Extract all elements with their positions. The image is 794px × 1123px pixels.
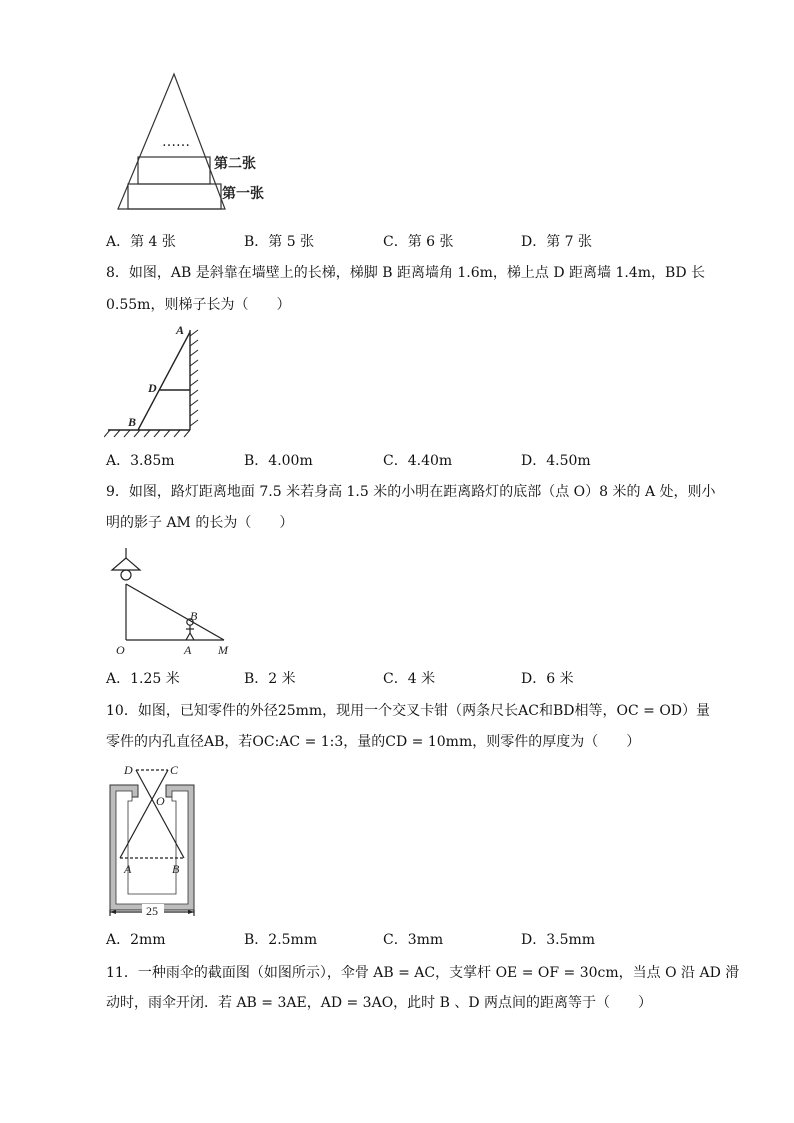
- q10-line-1: 10．如图，已知零件的外径25mm，现用一个交叉卡钳（两条尺长AC和BD相等，OC = OD）量: [106, 703, 711, 719]
- q10-part-inner: [116, 791, 188, 904]
- q9-lamp-bulb: [121, 570, 131, 580]
- q8-option-c: C．4.40m: [383, 453, 453, 469]
- q8-figure: [104, 322, 214, 440]
- q7-option-d: D．第 7 张: [521, 234, 593, 250]
- q11-line-2: 动时，雨伞开闭．若 AB = 3AE，AD = 3AO，此时 B 、D 两点间的距离等于（ ）: [106, 995, 653, 1011]
- q10-option-c: C．3mm: [383, 932, 444, 948]
- q7-option-a: A．第 4 张: [106, 234, 176, 250]
- q8-wall-hatch: [190, 330, 198, 426]
- q10-option-d: D．3.5mm: [521, 932, 596, 948]
- q10-label-o: O: [156, 794, 165, 808]
- q7-dots: ……: [162, 134, 190, 150]
- q10-label-b: B: [172, 862, 180, 876]
- q9-lamp-shade: [112, 558, 140, 570]
- q10-line-2: 零件的内孔直径AB，若OC:AC = 1:3，量的CD = 10mm，则零件的厚度为（ ）: [106, 734, 641, 750]
- q8-ladder: [138, 332, 190, 430]
- q9-line-1: 9．如图，路灯距离地面 7.5 米若身高 1.5 米的小明在距离路灯的底部（点 O）8 米的 A 处，则小: [106, 484, 716, 500]
- q10-figure: [106, 760, 206, 920]
- q8-line-2: 0.55m，则梯子长为（ ）: [106, 297, 291, 313]
- q10-label-a: A: [124, 862, 132, 876]
- q9-label-m: M: [218, 643, 228, 657]
- q9-label-b: B: [190, 609, 198, 623]
- q8-label-b: B: [128, 415, 137, 429]
- q9-label-o: O: [116, 643, 125, 657]
- q8-option-a: A．3.85m: [106, 453, 175, 469]
- q7-card-2: [138, 157, 210, 184]
- q7-option-c: C．第 6 张: [383, 234, 454, 250]
- q10-label-c: C: [170, 763, 179, 777]
- q7-option-b: B．第 5 张: [244, 234, 315, 250]
- q8-option-d: D．4.50m: [521, 453, 591, 469]
- q9-option-d: D．6 米: [521, 671, 574, 687]
- q9-option-b: B．2 米: [244, 671, 296, 687]
- q10-option-b: B．2.5mm: [244, 932, 318, 948]
- q10-label-d: D: [124, 763, 133, 777]
- q7-card-1: [128, 184, 221, 209]
- q9-light-ray: [126, 584, 224, 640]
- q7-label-first: 第一张: [222, 186, 264, 202]
- q11-line-1: 11．一种雨伞的截面图（如图所示），伞骨 AB = AC，支掌杆 OE = OF = 30cm，当点 O 沿 AD 滑: [106, 965, 740, 981]
- q8-ground-hatch: [104, 430, 190, 437]
- q9-figure: [106, 544, 246, 660]
- q8-label-a: A: [176, 323, 185, 337]
- q7-label-second: 第二张: [214, 156, 256, 172]
- q8-line-1: 8．如图，AB 是斜靠在墙壁上的长梯，梯脚 B 距离墙角 1.6m，梯上点 D 距离墙 1.4m，BD 长: [106, 265, 706, 281]
- q9-option-a: A．1.25 米: [106, 671, 180, 687]
- q10-label-25: 25: [146, 904, 158, 918]
- q9-option-c: C．4 米: [383, 671, 436, 687]
- q10-option-a: A．2mm: [106, 932, 166, 948]
- q8-label-d: D: [148, 381, 157, 395]
- q7-figure: [112, 72, 282, 212]
- q9-line-2: 明的影子 AM 的长为（ ）: [106, 515, 294, 531]
- q8-option-b: B．4.00m: [244, 453, 313, 469]
- q9-label-a: A: [184, 643, 192, 657]
